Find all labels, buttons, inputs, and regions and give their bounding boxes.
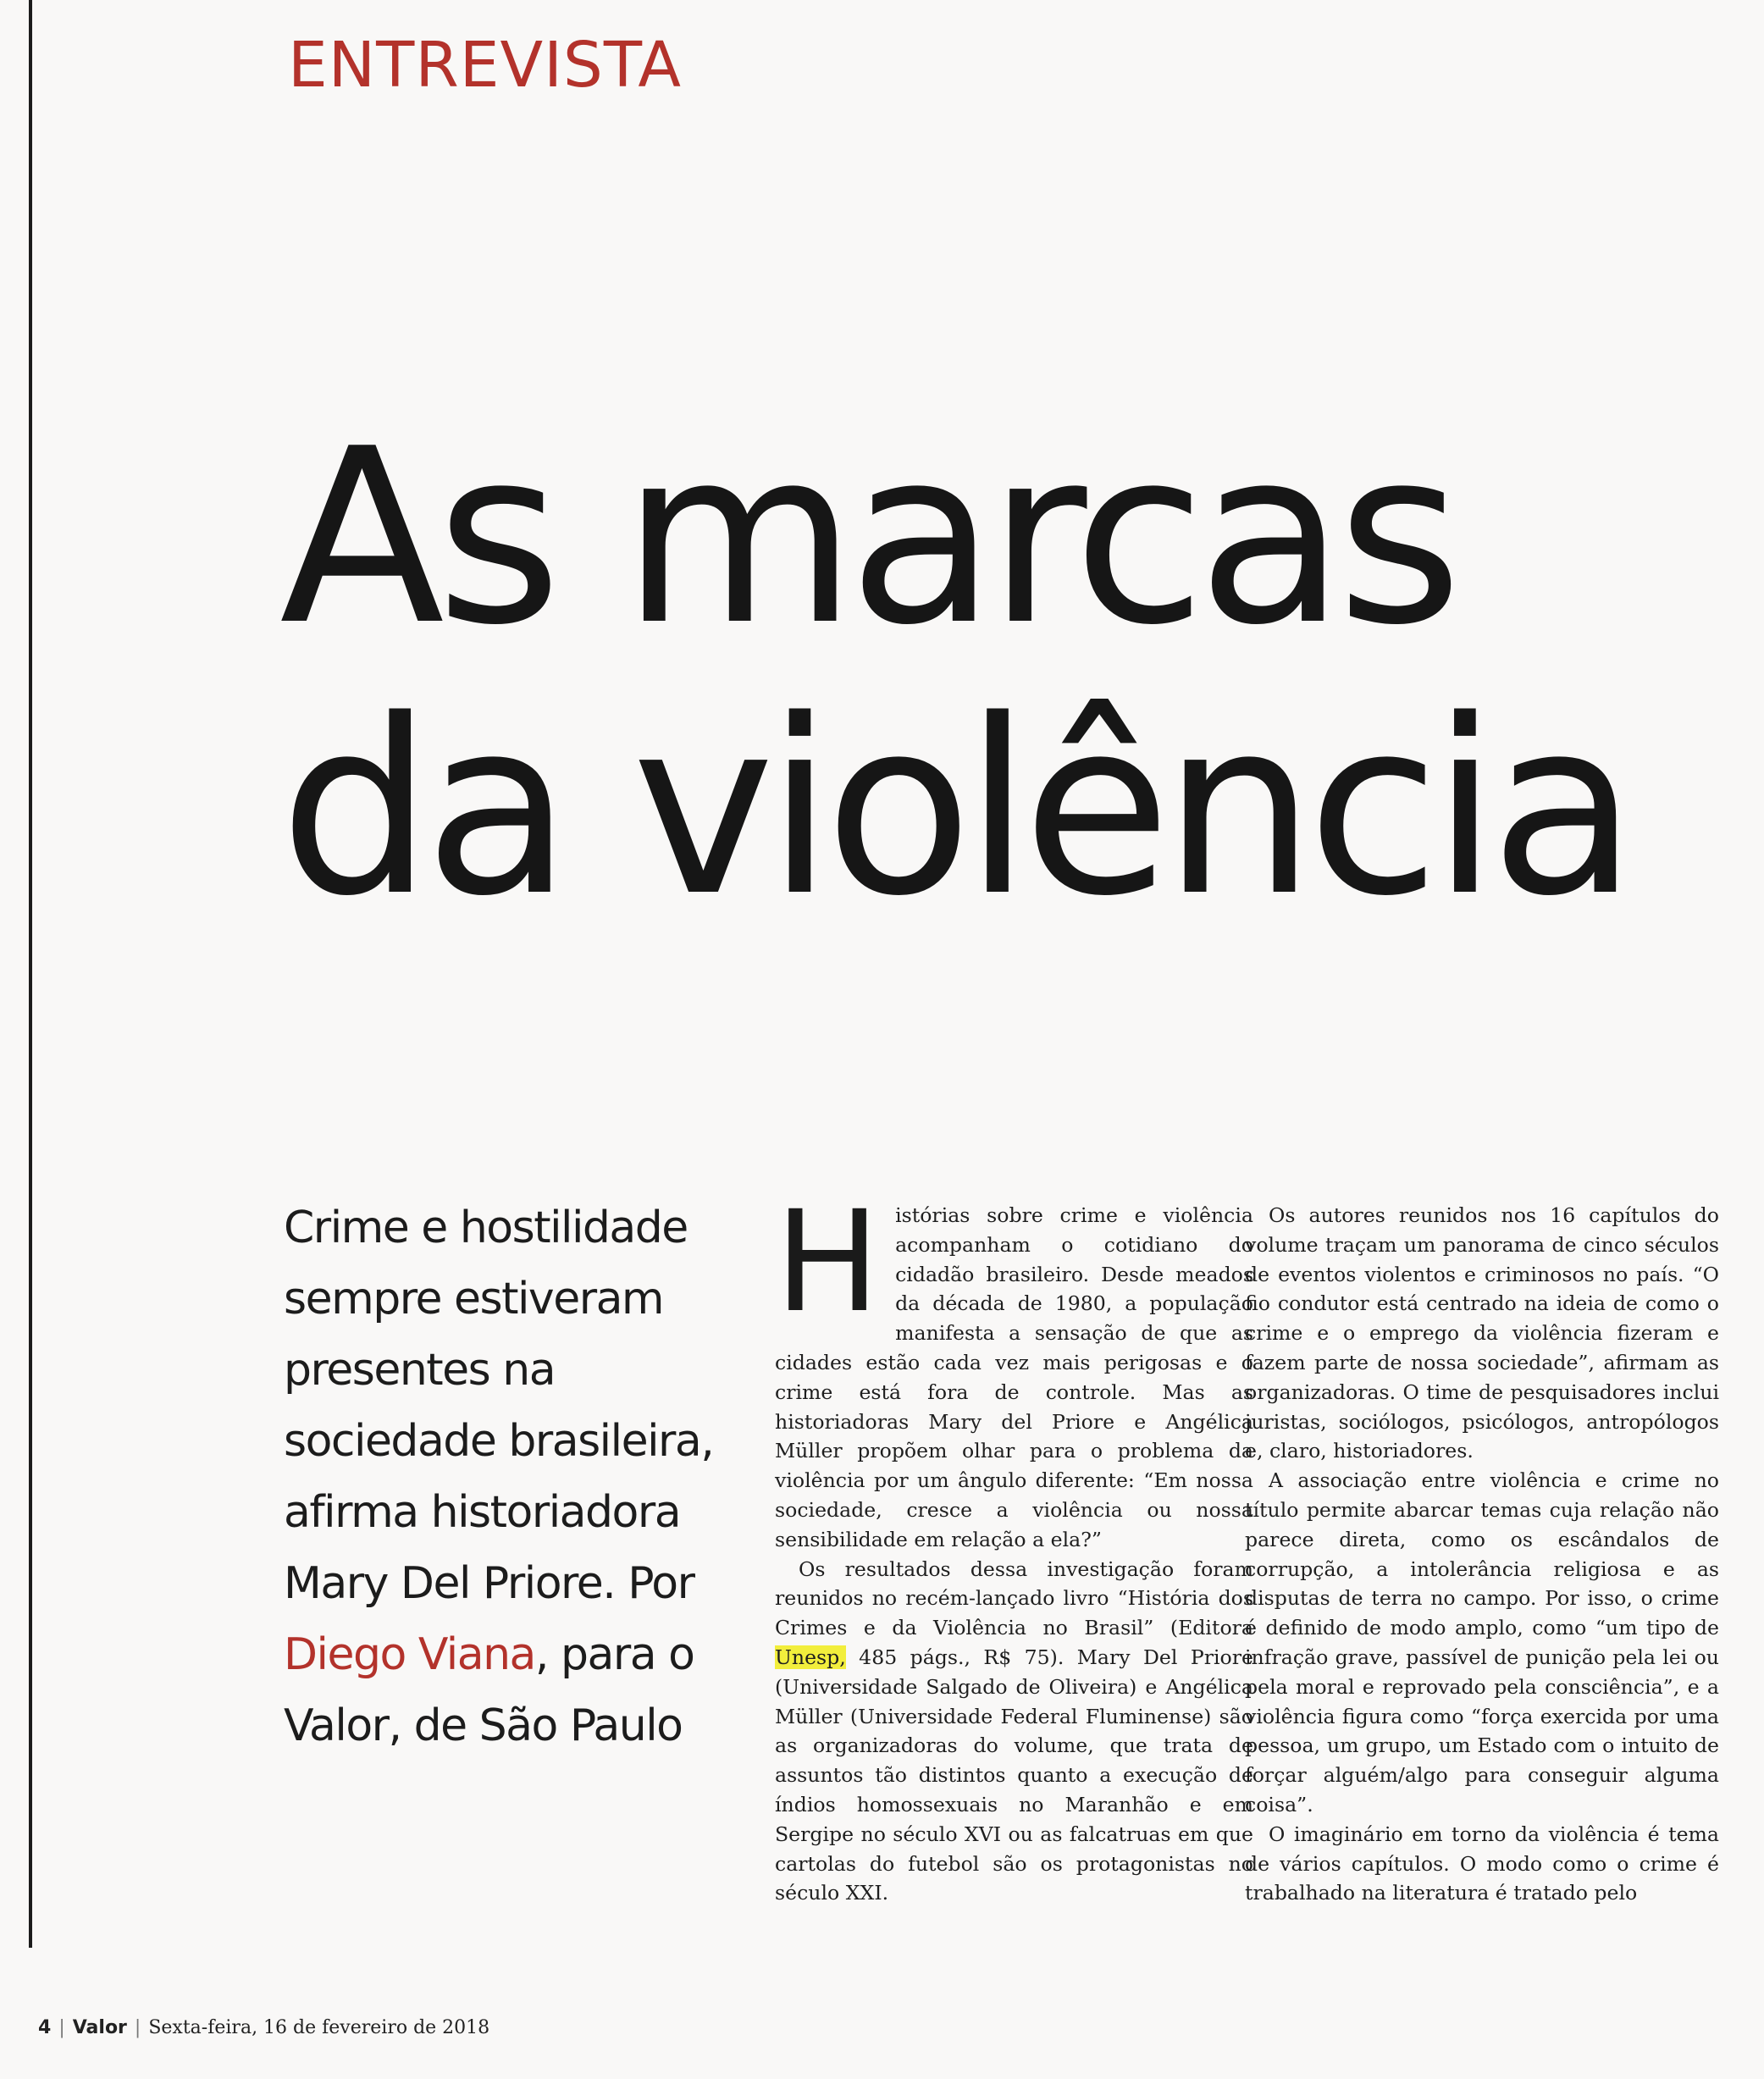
page-footer [38, 2017, 489, 2038]
headline [279, 397, 1719, 949]
deck-lead: Crime e hostilidade sempre estiveram presentes na sociedade brasileira, afirma historiadora Mary Del Priore. Por [284, 1203, 714, 1609]
page-number: 4 [38, 2017, 52, 2038]
highlighted-publisher: Unesp, [775, 1645, 846, 1669]
paragraph: A associação entre violência e crime no título permite abarcar temas cuja relação não parece direta, como os escândalos de corrupção, a intolerância religiosa e as disputas de terra no campo. Por isso, o crime é definido de modo amplo, como “um tipo de infração grave, passível de punição pela lei ou pela moral e reprovado pela consciência”, e a violência figura como “força exercida por uma pessoa, um grupo, um Estado com o intuito de forçar alguém/algo para conseguir alguma coisa”. [1245, 1468, 1719, 1816]
article-column-1 [775, 1180, 1253, 1908]
section-label: ENTREVISTA [288, 29, 682, 102]
page-left-rule [29, 0, 32, 1948]
paragraph: O imaginário em torno da violência é tema de vários capítulos. O modo como o crime é trabalhado na literatura é tratado pelo [1245, 1822, 1719, 1905]
issue-date: Sexta-feira, 16 de fevereiro de 2018 [148, 2017, 490, 2038]
paragraph: istórias sobre crime e violência acompanham o cotidiano do cidadão brasileiro. Desde meados da década de 1980, a população manifesta a sensação de que as cidades estão cada vez mais perigosas e o crime está fora de controle. Mas as historiadoras Mary del Priore e Angélica Müller propõem olhar para o problema da violência por um ângulo diferente: “Em nossa sociedade, cresce a violência ou nossa sensibilidade em relação a ela?” [775, 1203, 1253, 1551]
headline-line-1: As marcas [279, 397, 1455, 678]
headline-line-2: da violência [279, 668, 1630, 949]
drop-cap: H [775, 1180, 881, 1343]
author-name: Diego Viana [284, 1629, 535, 1680]
deck-tail: , para o Valor, de São Paulo [284, 1629, 694, 1751]
article-column-2 [1245, 1201, 1719, 1908]
footer-separator: | [134, 2017, 141, 2038]
paragraph [775, 1555, 1253, 1909]
paragraph-text: 485 págs., R$ 75). Mary Del Priore (Universidade Salgado de Oliveira) e Angélica Müller (Universidade Federal Fluminense) são as organizadoras do volume, que trata de assuntos tão distintos quanto a execução de índios homossexuais no Maranhão e em Sergipe no século XVI ou as falcatruas em que cartolas do futebol são os protagonistas no século XXI. [775, 1645, 1253, 1905]
deck-standfirst [284, 1192, 758, 1761]
paragraph: Os autores reunidos nos 16 capítulos do volume traçam um panorama de cinco séculos de eventos violentos e criminosos no país. “O fio condutor está centrado na ideia de como o crime e o emprego da violência fizeram e fazem parte de nossa sociedade”, afirmam as organizadoras. O time de pesquisadores inclui juristas, sociólogos, psicólogos, antropólogos e, claro, historiadores. [1245, 1203, 1719, 1463]
paragraph-text: Os resultados dessa investigação foram reunidos no recém-lançado livro “História dos Crimes e da Violência no Brasil” (Editora [775, 1556, 1253, 1640]
footer-separator: | [58, 2017, 65, 2038]
publication-name: Valor [72, 2017, 127, 2038]
